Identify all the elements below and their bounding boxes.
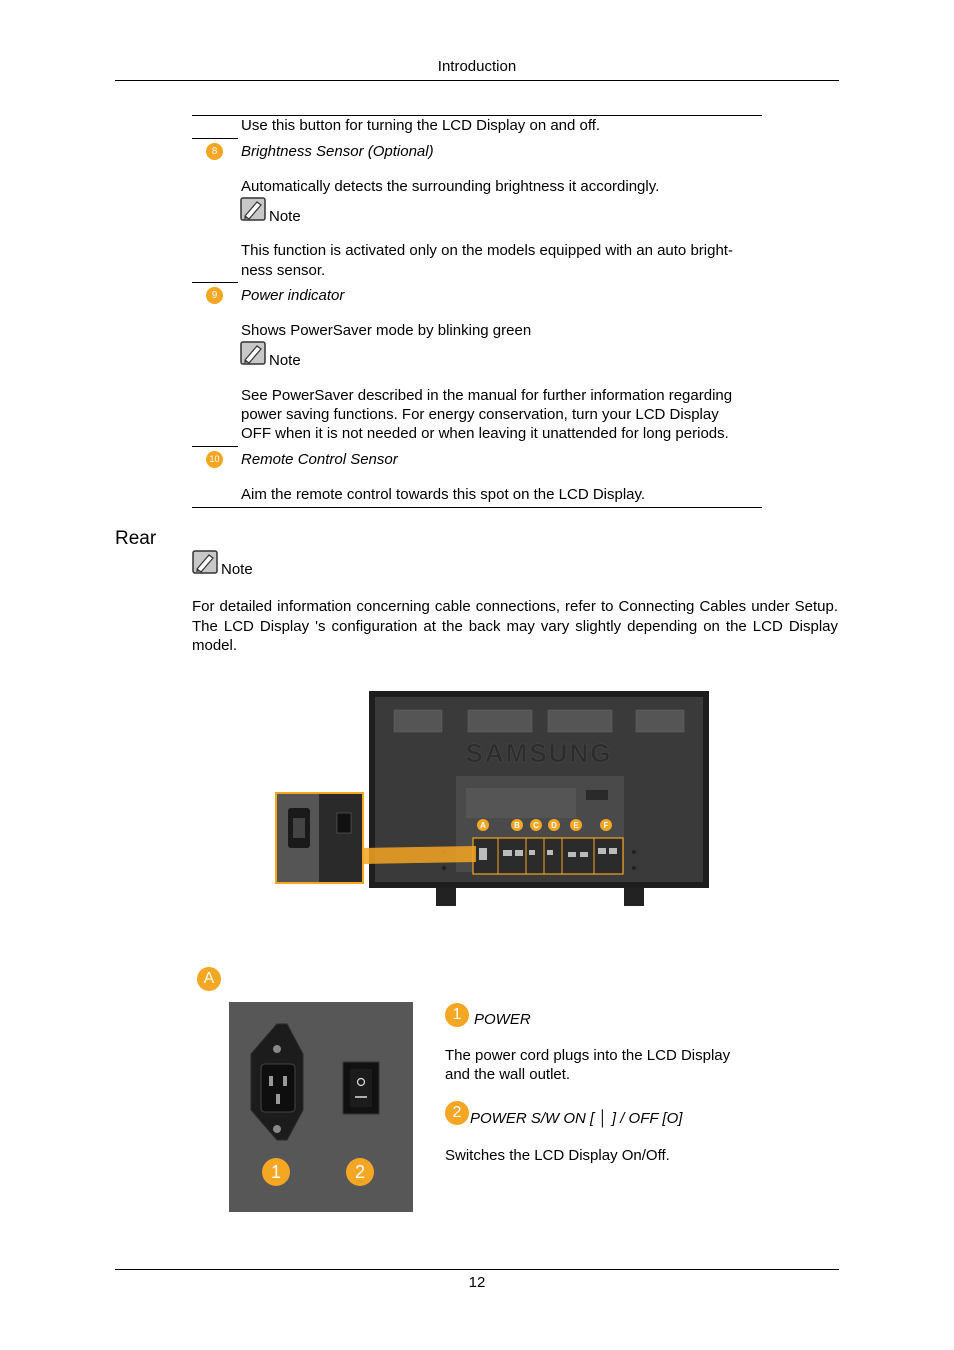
item-desc-power-line: and the wall outlet.	[445, 1066, 571, 1083]
note-label: Note	[269, 352, 301, 369]
item-number-badge: 9	[206, 287, 223, 304]
item-desc-power-line: The power cord plugs into the LCD Display	[445, 1047, 731, 1064]
power-panel-closeup	[229, 1002, 413, 1212]
page-header-title: Introduction	[437, 58, 517, 75]
note-text-line: This function is activated only on the models equipped with an auto bright-	[241, 242, 733, 259]
item-desc-power-indicator: Shows PowerSaver mode by blinking green	[241, 322, 532, 339]
section-letter-badge: A	[197, 967, 221, 991]
row-separator	[192, 282, 238, 283]
brand-logo: SAMSUNG	[465, 738, 613, 768]
note-icon	[192, 550, 218, 574]
port-letter: A	[480, 821, 486, 830]
section-title-rear: Rear	[115, 528, 157, 549]
callout-number: 1	[270, 1162, 282, 1182]
port-letter: E	[573, 821, 579, 830]
rear-panel-figure	[0, 680, 954, 940]
note-label: Note	[221, 561, 253, 578]
page-number: 12	[468, 1274, 486, 1291]
item-desc-remote-sensor: Aim the remote control towards this spot on the LCD Display.	[241, 486, 646, 503]
item-desc-brightness-sensor: Automatically detects the surrounding brightness it accordingly.	[241, 178, 660, 195]
port-letter: B	[514, 821, 520, 830]
item-number-badge: 10	[206, 451, 223, 468]
note-icon	[240, 197, 266, 221]
item-number-badge: 1	[445, 1003, 469, 1027]
note-label: Note	[269, 208, 301, 225]
item-title-power: POWER	[474, 1011, 531, 1028]
port-letter: C	[533, 821, 539, 830]
item-title-power-switch: POWER S/W ON [ │ ] / OFF [O]	[470, 1110, 683, 1127]
table-rule-bottom	[192, 507, 762, 508]
item-title-remote-sensor: Remote Control Sensor	[241, 451, 398, 468]
note-text-line: power saving functions. For energy conservation, turn your LCD Display	[241, 406, 719, 423]
item-title-power-indicator: Power indicator	[241, 287, 345, 304]
row-separator	[192, 138, 238, 139]
header-rule	[115, 80, 839, 81]
port-letter: D	[551, 821, 557, 830]
port-letter: F	[603, 821, 609, 830]
row-separator	[192, 446, 238, 447]
note-text-line: ness sensor.	[241, 262, 326, 279]
item-title-brightness-sensor: Brightness Sensor (Optional)	[241, 143, 434, 160]
item-number-badge: 8	[206, 143, 223, 160]
item-desc-power-switch: Switches the LCD Display On/Off.	[445, 1147, 670, 1164]
note-icon	[240, 341, 266, 365]
note-text-line: OFF when it is not needed or when leaving it unattended for long periods.	[241, 425, 729, 442]
note-text-line: See PowerSaver described in the manual for further information regarding	[241, 387, 733, 404]
item-number-badge: 2	[445, 1101, 469, 1125]
callout-number: 2	[354, 1162, 366, 1182]
footer-rule	[115, 1269, 839, 1270]
rear-note-text: For detailed information concerning cable connections, refer to Connecting Cables under Setup. The LCD Display 's configuration at the back may vary slightly depending on the LCD Display model.	[192, 598, 838, 654]
item-power-button-desc: Use this button for turning the LCD Display on and off.	[241, 117, 601, 134]
